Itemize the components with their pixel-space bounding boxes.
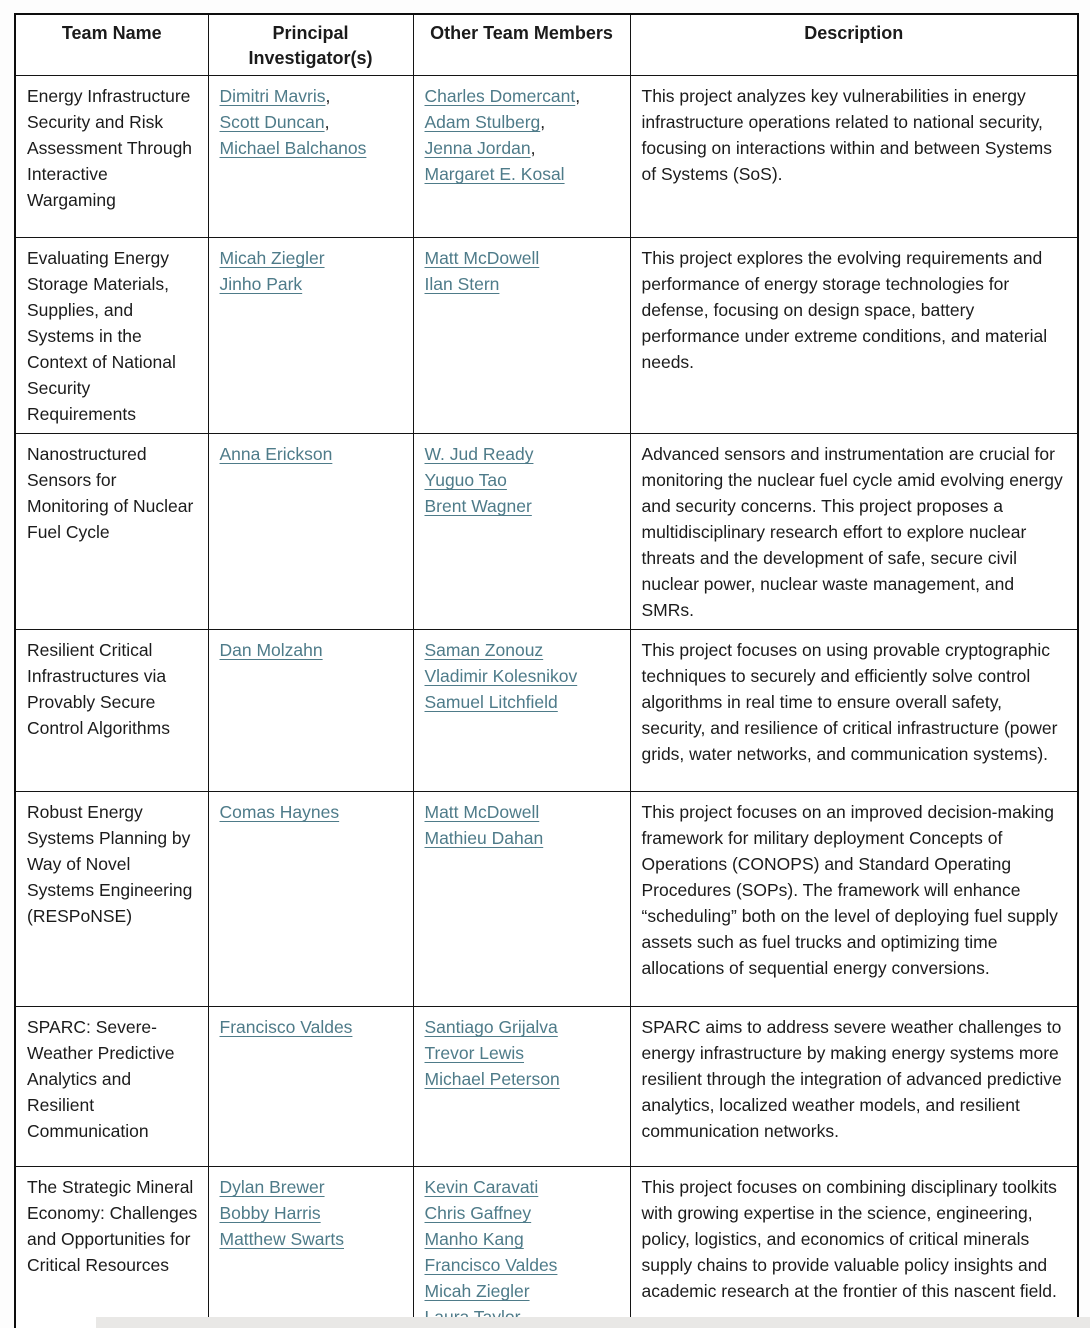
team-name-cell (15, 1007, 208, 1167)
header-principal-investigators-label: Principal Investigator(s) (248, 23, 373, 69)
member-links (425, 1174, 619, 1328)
header-description (630, 14, 1078, 76)
person-link[interactable]: Michael Peterson (424, 1069, 560, 1090)
person-link-line (220, 109, 402, 135)
person-link-line (425, 825, 619, 851)
person-link-line (425, 1066, 619, 1092)
team-name-text: Resilient Critical Infrastructures via Provably Secure Control Algorithms (27, 640, 170, 739)
person-link[interactable]: Jenna Jordan (424, 138, 531, 159)
person-link-line (220, 799, 402, 825)
table-row (15, 1007, 1078, 1167)
header-other-team-members-label: Other Team Members (430, 23, 613, 43)
person-link-line (425, 441, 619, 467)
person-link[interactable]: Manho Kang (424, 1229, 524, 1250)
person-link-line (425, 1040, 619, 1066)
header-other-team-members (413, 14, 630, 76)
person-link-line (425, 1226, 619, 1252)
principal-investigators-cell (208, 238, 413, 434)
person-link-line (220, 1226, 402, 1252)
person-link[interactable]: Charles Domercant (424, 86, 576, 107)
person-link[interactable]: Michael Balchanos (219, 138, 367, 159)
person-link-line (220, 1014, 402, 1040)
name-separator: , (540, 112, 546, 133)
team-name-cell (15, 434, 208, 630)
person-link-line (425, 83, 619, 109)
person-link[interactable]: Dylan Brewer (219, 1177, 325, 1198)
person-link-line (220, 441, 402, 467)
team-name-cell (15, 76, 208, 238)
description-cell (630, 792, 1078, 1007)
principal-investigators-cell (208, 1167, 413, 1328)
member-links (425, 799, 619, 851)
description-text: SPARC aims to address severe weather challenges to energy infrastructure by making energy systems more resilient through the integration of advanced predictive analytics, localized weather models, and resilient communication networks. (641, 1017, 1062, 1142)
person-link-line (425, 663, 619, 689)
person-link[interactable]: Bobby Harris (219, 1203, 321, 1224)
team-name-cell (15, 792, 208, 1007)
header-team-name (15, 14, 208, 76)
other-team-members-cell (413, 434, 630, 630)
person-link-line (425, 135, 619, 161)
team-name-text: The Strategic Mineral Economy: Challenges and Opportunities for Critical Resources (27, 1177, 198, 1276)
person-link-line (220, 271, 402, 297)
pi-links (220, 1014, 402, 1040)
person-link[interactable]: Matt McDowell (424, 802, 540, 823)
team-name-cell (15, 1167, 208, 1328)
person-link[interactable]: Comas Haynes (219, 802, 340, 823)
person-link[interactable]: Jinho Park (219, 274, 303, 295)
person-link[interactable]: Saman Zonouz (424, 640, 544, 661)
description-text: This project focuses on using provable cryptographic techniques to securely and efficiently solve control algorithms in real time to ensure overall safety, security, and resilience of critical infrastructure (power grids, water networks, and communication systems). (641, 640, 1058, 765)
header-team-name-label: Team Name (61, 23, 162, 43)
pi-links (220, 637, 402, 663)
person-link-line (425, 271, 619, 297)
person-link[interactable]: Micah Ziegler (424, 1281, 530, 1302)
person-link-line (220, 1174, 402, 1200)
person-link-line (425, 637, 619, 663)
person-link-line (220, 1200, 402, 1226)
person-link[interactable]: Ilan Stern (424, 274, 500, 295)
person-link-line (425, 109, 619, 135)
person-link-line (425, 799, 619, 825)
person-link[interactable]: Scott Duncan (219, 112, 325, 133)
pi-links (220, 799, 402, 825)
name-separator: , (325, 86, 331, 107)
person-link-line (425, 245, 619, 271)
person-link[interactable]: Dimitri Mavris (219, 86, 326, 107)
other-team-members-cell (413, 76, 630, 238)
description-text: Advanced sensors and instrumentation are crucial for monitoring the nuclear fuel cycle amid evolving energy and security concerns. This project proposes a multidisciplinary research effort to explore nuclear threats and the development of safe, secure civil nuclear power, nuclear waste management, and SMRs. (641, 444, 1063, 621)
name-separator: , (575, 86, 581, 107)
person-link[interactable]: Brent Wagner (424, 496, 532, 517)
person-link[interactable]: Kevin Caravati (424, 1177, 539, 1198)
table-row (15, 792, 1078, 1007)
description-cell (630, 434, 1078, 630)
person-link[interactable]: Adam Stulberg (424, 112, 541, 133)
person-link-line (220, 637, 402, 663)
description-cell (630, 76, 1078, 238)
member-links (425, 1014, 619, 1092)
principal-investigators-cell (208, 630, 413, 792)
team-name-text: SPARC: Severe-Weather Predictive Analytics and Resilient Communication (27, 1017, 175, 1142)
person-link-line (425, 689, 619, 715)
table-row (15, 76, 1078, 238)
person-link[interactable]: Trevor Lewis (424, 1043, 525, 1064)
table-row (15, 238, 1078, 434)
name-separator: , (530, 138, 536, 159)
person-link[interactable]: Anna Erickson (219, 444, 333, 465)
table-row (15, 1167, 1078, 1328)
table-row (15, 630, 1078, 792)
team-name-text: Evaluating Energy Storage Materials, Supplies, and Systems in the Context of National Security Requirements (27, 248, 176, 425)
description-text: This project focuses on combining disciplinary toolkits with growing expertise in the science, engineering, policy, logistics, and economics of critical minerals supply chains to provide valuable policy insights and academic research at the frontier of this nascent field. (641, 1177, 1057, 1302)
table-row (15, 434, 1078, 630)
other-team-members-cell (413, 1007, 630, 1167)
description-cell (630, 238, 1078, 434)
person-link-line (425, 1278, 619, 1304)
description-text: This project analyzes key vulnerabilities in energy infrastructure operations related to national security, focusing on interactions within and between Systems of Systems (SoS). (641, 86, 1053, 185)
team-name-text: Robust Energy Systems Planning by Way of Novel Systems Engineering (RESPoNSE) (27, 802, 193, 927)
description-text: This project focuses on an improved decision-making framework for military deployment Concepts of Operations (CONOPS) and Standard Operating Procedures (SOPs). The framework will enhance “scheduling” both on the level of deploying fuel supply assets such as fuel trucks and optimizing time allocations of sequential energy conversions. (641, 802, 1058, 979)
other-team-members-cell (413, 630, 630, 792)
header-principal-investigators (208, 14, 413, 76)
person-link-line (425, 161, 619, 187)
team-name-text: Energy Infrastructure Security and Risk Assessment Through Interactive Wargaming (27, 86, 193, 211)
description-cell (630, 1167, 1078, 1328)
description-cell (630, 630, 1078, 792)
person-link[interactable]: Mathieu Dahan (424, 828, 544, 849)
principal-investigators-cell (208, 1007, 413, 1167)
bottom-edge-strip (96, 1317, 1090, 1328)
principal-investigators-cell (208, 76, 413, 238)
description-cell (630, 1007, 1078, 1167)
team-name-cell (15, 238, 208, 434)
person-link[interactable]: W. Jud Ready (424, 444, 534, 465)
person-link[interactable]: Micah Ziegler (219, 248, 325, 269)
team-name-text: Nanostructured Sensors for Monitoring of Nuclear Fuel Cycle (27, 444, 194, 543)
person-link[interactable]: Samuel Litchfield (424, 692, 558, 713)
principal-investigators-cell (208, 792, 413, 1007)
member-links (425, 441, 619, 519)
person-link-line (425, 493, 619, 519)
table-header-row (15, 14, 1078, 76)
person-link[interactable]: Margaret E. Kosal (424, 164, 565, 185)
description-text: This project explores the evolving requirements and performance of energy storage technologies for defense, focusing on design space, battery performance under extreme conditions, and material needs. (641, 248, 1048, 373)
name-separator: , (324, 112, 330, 133)
other-team-members-cell (413, 238, 630, 434)
person-link[interactable]: Francisco Valdes (424, 1255, 558, 1276)
other-team-members-cell (413, 792, 630, 1007)
person-link[interactable]: Vladimir Kolesnikov (424, 666, 578, 687)
pi-links (220, 1174, 402, 1252)
person-link-line (425, 1174, 619, 1200)
person-link[interactable]: Yuguo Tao (424, 470, 507, 491)
person-link-line (425, 467, 619, 493)
pi-links (220, 83, 402, 161)
person-link[interactable]: Santiago Grijalva (424, 1017, 558, 1038)
member-links (425, 245, 619, 297)
principal-investigators-cell (208, 434, 413, 630)
member-links (425, 83, 619, 187)
person-link[interactable]: Francisco Valdes (219, 1017, 353, 1038)
person-link-line (220, 135, 402, 161)
pi-links (220, 441, 402, 467)
team-name-cell (15, 630, 208, 792)
person-link[interactable]: Matthew Swarts (219, 1229, 344, 1250)
person-link-line (220, 83, 402, 109)
person-link[interactable]: Dan Molzahn (219, 640, 323, 661)
pi-links (220, 245, 402, 297)
person-link[interactable]: Matt McDowell (424, 248, 540, 269)
other-team-members-cell (413, 1167, 630, 1328)
person-link[interactable]: Chris Gaffney (424, 1203, 532, 1224)
member-links (425, 637, 619, 715)
header-description-label: Description (804, 23, 904, 43)
person-link-line (425, 1014, 619, 1040)
person-link-line (425, 1200, 619, 1226)
person-link-line (220, 245, 402, 271)
person-link-line (425, 1252, 619, 1278)
teams-table (14, 13, 1079, 1328)
